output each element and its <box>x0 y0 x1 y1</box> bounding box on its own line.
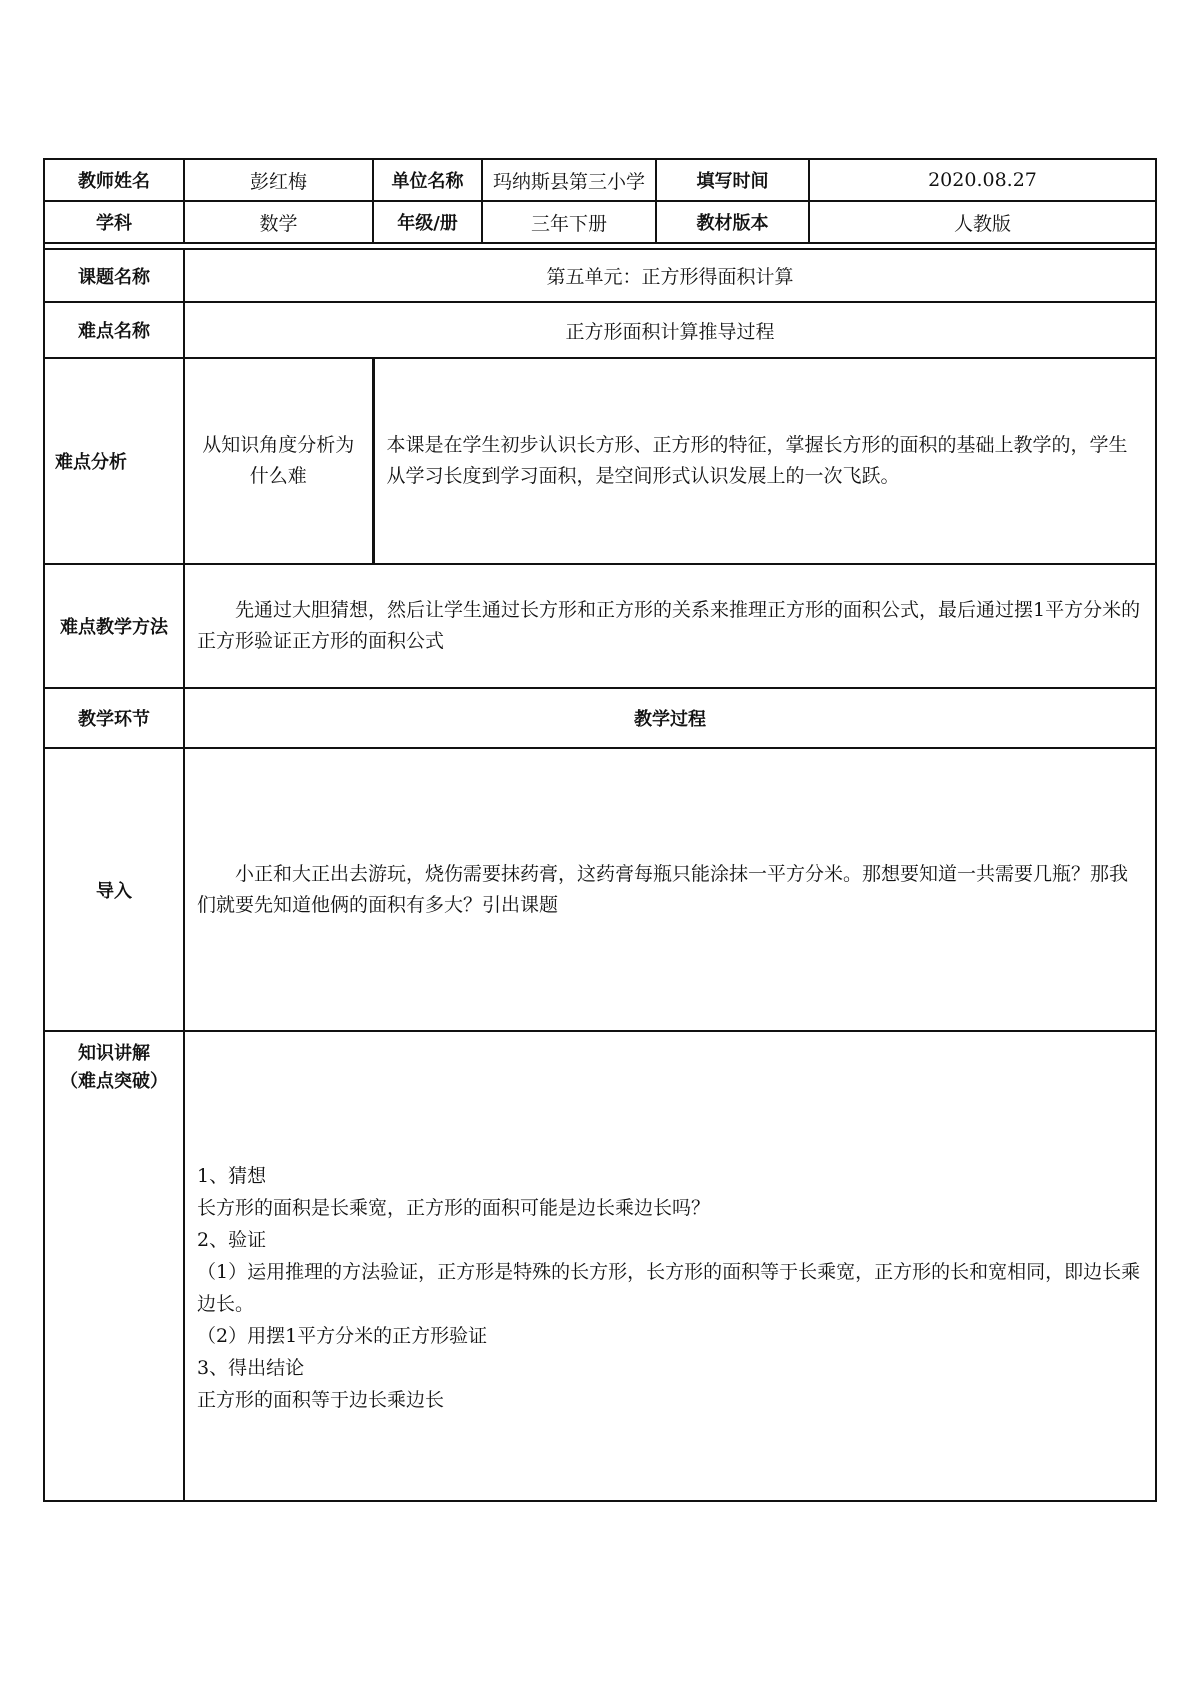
knowledge-label <box>44 1031 184 1501</box>
topic-row <box>44 249 1156 302</box>
difficulty-value: 正方形面积计算推导过程 <box>184 302 1156 358</box>
grade-label: 年级/册 <box>373 201 482 243</box>
method-text: 先通过大胆猜想，然后让学生通过长方形和正方形的关系来推理正方形的面积公式，最后通过摆1平方分米的正方形验证正方形的面积公式 <box>184 564 1156 688</box>
analysis-sub-label: 从知识角度分析为什么难 <box>184 358 373 564</box>
topic-label: 课题名称 <box>44 249 184 302</box>
knowledge-line: 长方形的面积是长乘宽，正方形的面积可能是边长乘边长吗？ <box>197 1197 711 1219</box>
header-row-2 <box>44 201 1156 243</box>
teacher-value: 彭红梅 <box>184 159 373 201</box>
unit-label: 单位名称 <box>373 159 482 201</box>
knowledge-line: 2、验证 <box>197 1229 267 1251</box>
difficulty-row <box>44 302 1156 358</box>
teacher-label: 教师姓名 <box>44 159 184 201</box>
edition-value: 人教版 <box>809 201 1156 243</box>
knowledge-label-line1: 知识讲解 <box>78 1043 150 1064</box>
intro-text: 小正和大正出去游玩，烧伤需要抹药膏，这药膏每瓶只能涂抹一平方分米。那想要知道一共需要几瓶？那我们就要先知道他俩的面积有多大？引出课题 <box>184 748 1156 1031</box>
process-label: 教学过程 <box>184 688 1156 748</box>
knowledge-content <box>184 1031 1156 1501</box>
lesson-plan-table <box>43 158 1157 1502</box>
unit-value: 玛纳斯县第三小学 <box>482 159 656 201</box>
date-value: 2020.08.27 <box>809 159 1156 201</box>
knowledge-line: 3、得出结论 <box>197 1357 305 1379</box>
analysis-row <box>44 358 1156 564</box>
analysis-label: 难点分析 <box>44 358 184 564</box>
analysis-text: 本课是在学生初步认识长方形、正方形的特征，掌握长方形的面积的基础上教学的，学生从学习长度到学习面积，是空间形式认识发展上的一次飞跃。 <box>373 358 1156 564</box>
grade-value: 三年下册 <box>482 201 656 243</box>
subject-value: 数学 <box>184 201 373 243</box>
knowledge-line: 正方形的面积等于边长乘边长 <box>197 1389 445 1411</box>
stage-label: 教学环节 <box>44 688 184 748</box>
method-row <box>44 564 1156 688</box>
knowledge-line: （2）用摆1平方分米的正方形验证 <box>197 1325 488 1347</box>
knowledge-line: （1）运用推理的方法验证，正方形是特殊的长方形，长方形的面积等于长乘宽，正方形的长和宽相同，即边长乘边长。 <box>197 1261 1141 1315</box>
subject-label: 学科 <box>44 201 184 243</box>
intro-row <box>44 748 1156 1031</box>
topic-value: 第五单元：正方形得面积计算 <box>184 249 1156 302</box>
difficulty-label: 难点名称 <box>44 302 184 358</box>
method-label: 难点教学方法 <box>44 564 184 688</box>
intro-label: 导入 <box>44 748 184 1031</box>
knowledge-row <box>44 1031 1156 1501</box>
process-header-row <box>44 688 1156 748</box>
knowledge-label-line2: （难点突破） <box>60 1071 168 1092</box>
date-label: 填写时间 <box>656 159 809 201</box>
knowledge-line: 1、猜想 <box>197 1165 267 1187</box>
header-row-1 <box>44 159 1156 201</box>
edition-label: 教材版本 <box>656 201 809 243</box>
